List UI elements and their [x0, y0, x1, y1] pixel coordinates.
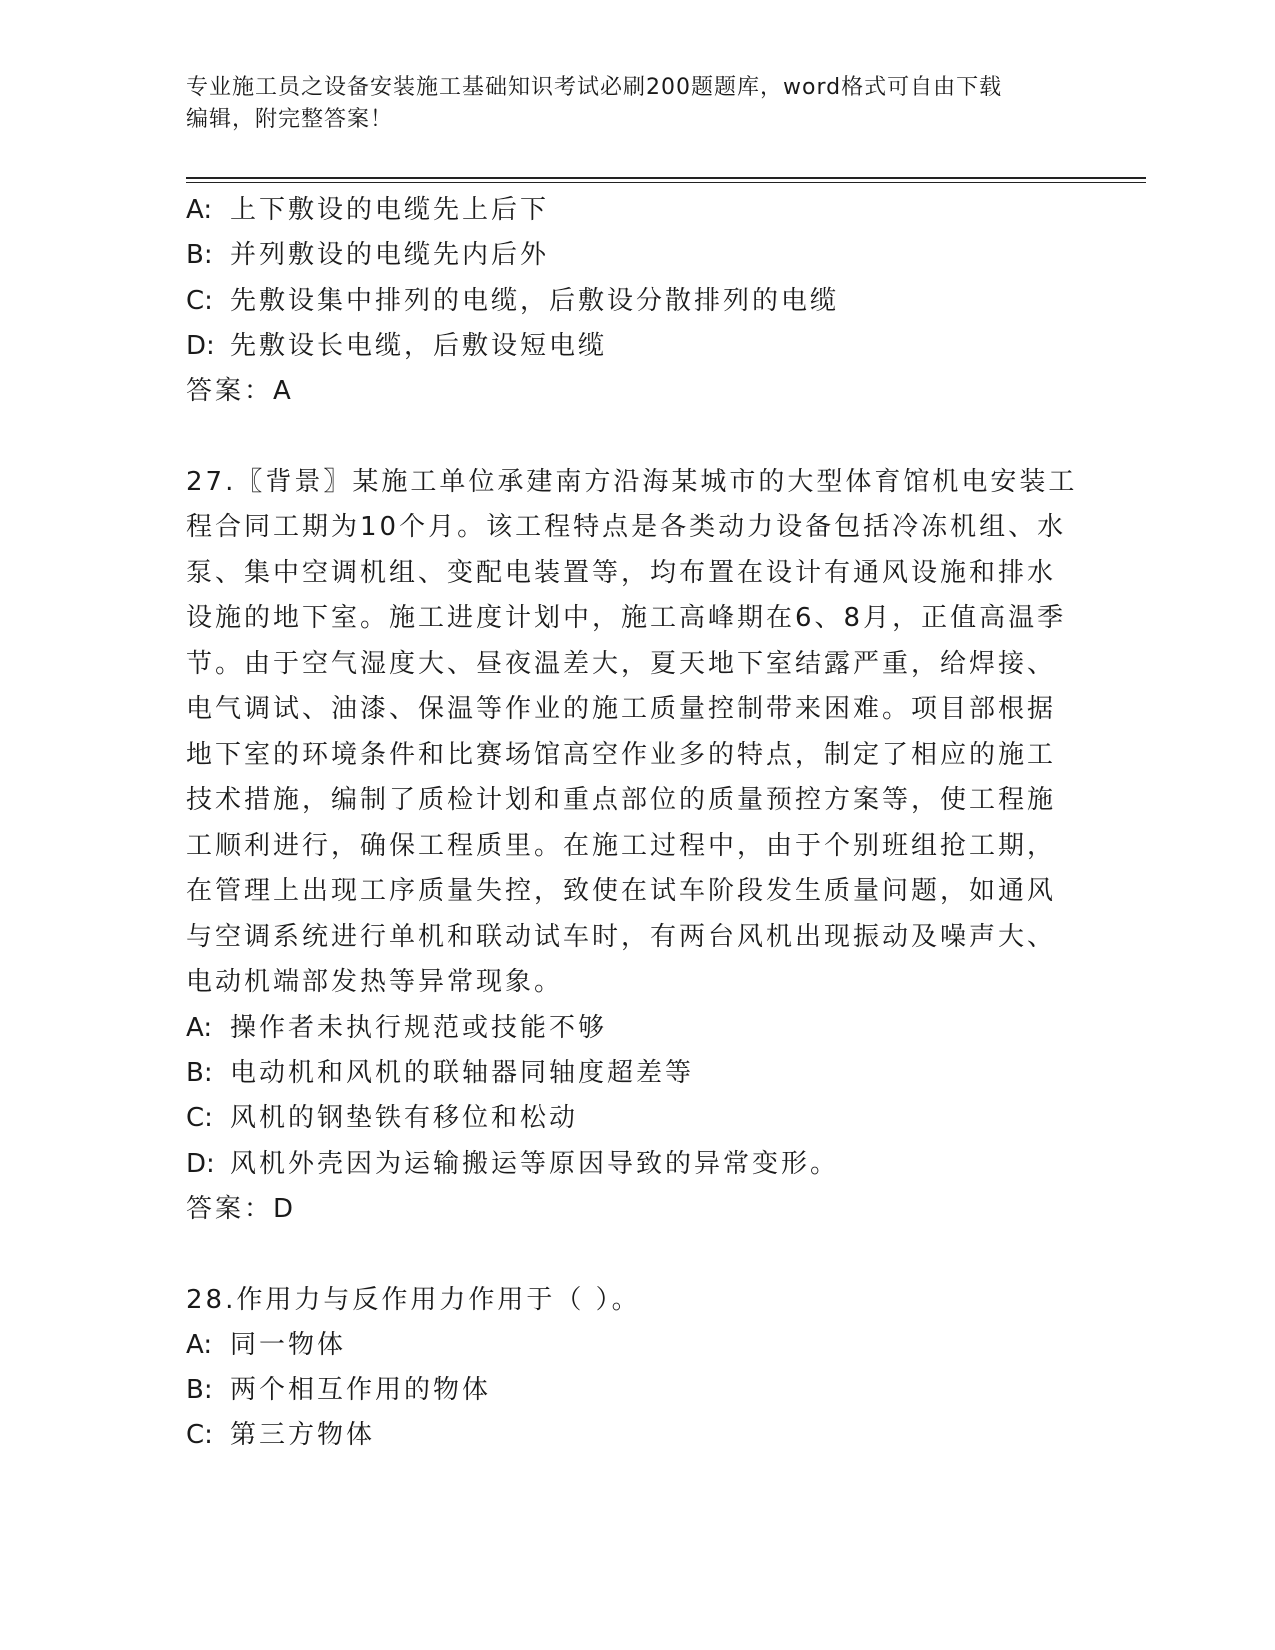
- spacer: [186, 414, 1086, 459]
- header-title-line2: 编辑，附完整答案！: [186, 107, 394, 132]
- document-body: [186, 188, 1086, 1459]
- answer-line: 答案：A: [186, 376, 294, 407]
- option-a: A: 上下敷设的电缆先上后下: [186, 195, 550, 225]
- option-b: B: 电动机和风机的联轴器同轴度超差等: [186, 1058, 695, 1089]
- question-stem-line: 节。由于空气湿度大、昼夜温差大，夏天地下室结露严重，给焊接、: [186, 648, 1057, 679]
- option-c: C: 先敷设集中排列的电缆，后敷设分散排列的电缆: [186, 285, 840, 316]
- answer-line: 答案：D: [186, 1193, 297, 1224]
- question-stem-line: 技术措施，编制了质检计划和重点部位的质量预控方案等，使工程施: [186, 785, 1057, 816]
- option-b: B: 并列敷设的电缆先内后外: [186, 240, 550, 271]
- question-stem-line: 27.〖背景〗某施工单位承建南方沿海某城市的大型体育馆机电安装工: [186, 466, 1078, 497]
- question-28: [186, 1278, 1086, 1459]
- header-title-line1: 专业施工员之设备安装施工基础知识考试必刷200题题库，word格式可自由下载: [186, 75, 1003, 100]
- option-c: C: 风机的钢垫铁有移位和松动: [186, 1103, 579, 1134]
- option-d: D: 风机外壳因为运输搬运等原因导致的异常变形。: [186, 1148, 840, 1179]
- question-stem: 28.作用力与反作用力作用于（ ）。: [186, 1284, 641, 1315]
- option-d: D: 先敷设长电缆，后敷设短电缆: [186, 330, 608, 361]
- question-stem-line: 电气调试、油漆、保温等作业的施工质量控制带来困难。项目部根据: [186, 694, 1057, 725]
- question-27: [186, 460, 1086, 1232]
- spacer: [186, 1232, 1086, 1277]
- option-a: A: 操作者未执行规范或技能不够: [186, 1012, 608, 1043]
- question-stem-line: 电动机端部发热等异常现象。: [186, 967, 564, 998]
- question-stem-line: 工顺利进行，确保工程质里。在施工过程中，由于个别班组抢工期，: [186, 830, 1057, 861]
- question-stem-line: 地下室的环境条件和比赛场馆高空作业多的特点，制定了相应的施工: [186, 739, 1057, 770]
- option-b: B: 两个相互作用的物体: [186, 1375, 492, 1406]
- header-rule-thick: [186, 177, 1146, 179]
- question-stem-line: 在管理上出现工序质量失控，致使在试车阶段发生质量问题，如通风: [186, 876, 1057, 907]
- question-stem-line: 泵、集中空调机组、变配电装置等，均布置在设计有通风设施和排水: [186, 557, 1057, 588]
- question-stem-line: 设施的地下室。施工进度计划中，施工高峰期在6、8月，正值高温季: [186, 603, 1067, 634]
- question-26: [186, 188, 1086, 414]
- page-header: [186, 72, 1066, 136]
- question-stem-line: 程合同工期为10个月。该工程特点是各类动力设备包括冷冻机组、水: [186, 512, 1067, 543]
- option-c: C: 第三方物体: [186, 1420, 376, 1451]
- option-a: A: 同一物体: [186, 1329, 347, 1360]
- header-rule-thin: [186, 182, 1146, 183]
- question-stem-line: 与空调系统进行单机和联动试车时，有两台风机出现振动及噪声大、: [186, 921, 1057, 952]
